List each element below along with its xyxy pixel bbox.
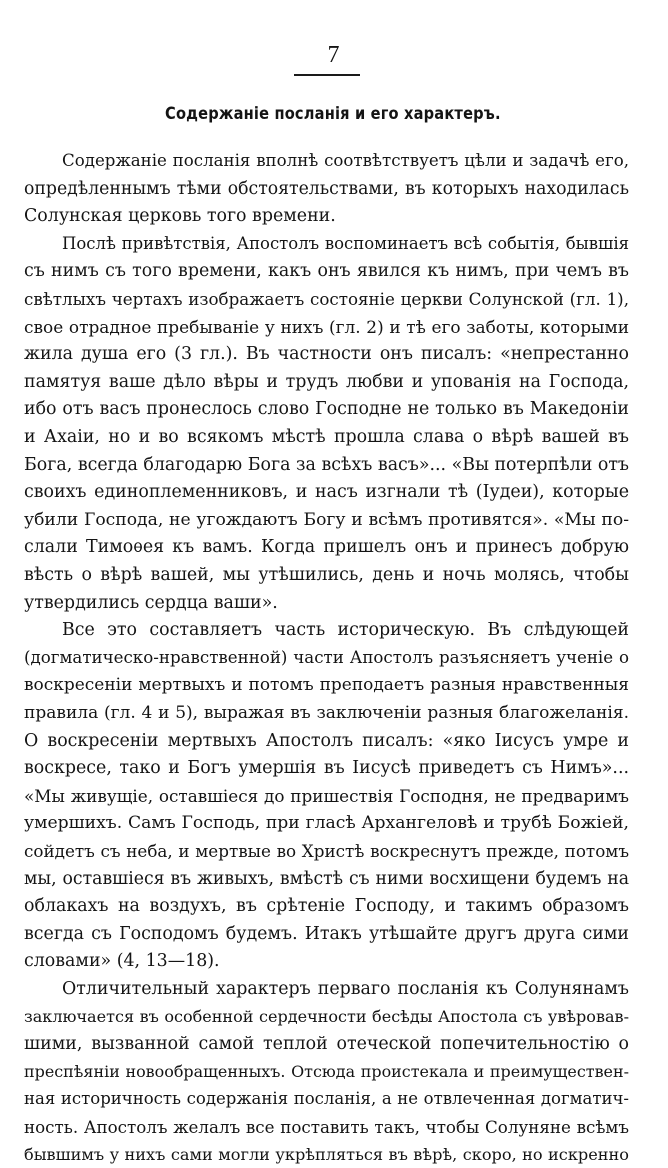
text-line: утвердились сердца ваши». — [24, 592, 278, 613]
text-line: свѣтлыхъ чертахъ изображаетъ состояніе церкви Солунской (гл. 1), — [24, 289, 629, 309]
text-line: воскресеніи мертвыхъ и потомъ преподаетъ разныя нравственныя — [24, 675, 629, 696]
text-line: Бога, всегда благодарю Бога за всѣхъ васъ»... «Вы потерпѣли отъ — [24, 454, 629, 475]
text-line: облакахъ на воздухъ, въ срѣтеніе Господу, и такимъ образомъ — [24, 896, 629, 917]
page-number-rule — [294, 74, 360, 76]
text-line: слали Тимоѳея къ вамъ. Когда пришелъ онъ и принесъ добрую — [24, 537, 629, 558]
text-line: бывшимъ у нихъ сами могли укрѣпляться въ вѣрѣ, скоро, но искренно — [24, 1144, 629, 1164]
text-line: О воскресеніи мертвыхъ Апостолъ писалъ: «яко Іисусъ умре и — [24, 730, 629, 751]
text-line: убили Господа, не угождаютъ Богу и всѣмъ противятся». «Мы по- — [24, 509, 629, 530]
text-line: шими, вызванной самой теплой отеческой попечительностію о — [24, 1034, 629, 1055]
text-line: всегда съ Господомъ будемъ. Итакъ утѣшайте другъ друга сими — [24, 923, 629, 944]
text-line: ибо отъ васъ пронеслось слово Господне не только въ Македоніи — [24, 399, 629, 420]
text-line: съ нимъ съ того времени, какъ онъ явился къ нимъ, при чемъ въ — [24, 261, 629, 282]
text-line: правила (гл. 4 и 5), выражая въ заключеніи разныя благожеланія. — [24, 703, 629, 723]
text-line: словами» (4, 13—18). — [24, 951, 220, 972]
text-line: (догматическо-нравственной) части Апостолъ разъясняетъ ученіе о — [24, 647, 629, 667]
text-line: свое отрадное пребываніе у нихъ (гл. 2) и тѣ его заботы, которыми — [24, 316, 629, 337]
text-line: воскресе, тако и Богъ умершія въ Іисусѣ приведетъ съ Нимъ»... — [24, 758, 629, 779]
text-line: памятуя ваше дѣло вѣры и трудъ любви и упованія на Господа, — [24, 371, 629, 392]
page-number: 7 — [327, 42, 341, 68]
text-line: ность. Апостолъ желалъ все поставить такъ, чтобы Солуняне всѣмъ — [24, 1117, 629, 1137]
text-line: вѣсть о вѣрѣ вашей, мы утѣшились, день и ночь молясь, чтобы — [24, 565, 629, 585]
text-line: умершихъ. Самъ Господь, при гласѣ Архангеловѣ и трубѣ Божіей, — [24, 813, 629, 834]
text-line: сойдетъ съ неба, и мертвые во Христѣ воскреснутъ прежде, потомъ — [24, 841, 629, 861]
text-line: Содержаніе посланія вполнѣ соотвѣтствуетъ цѣли и задачѣ его, — [62, 151, 629, 170]
text-line: Послѣ привѣтствія, Апостолъ воспоминаетъ всѣ событія, бывшія — [62, 233, 629, 253]
text-line: ная историчность содержанія посланія, а не отвлеченная догматич- — [24, 1089, 629, 1109]
text-line: мы, оставшіеся въ живыхъ, вмѣстѣ съ ними восхищени будемъ на — [24, 868, 629, 889]
text-line: Отличительный характеръ перваго посланія къ Солунянамъ — [62, 979, 629, 999]
text-line: Все это составляетъ часть историческую. Въ слѣдующей — [62, 620, 629, 641]
text-line: и Ахаіи, но и во всякомъ мѣстѣ прошла слава о вѣрѣ вашей въ — [24, 427, 629, 447]
text-line: опредѣленнымъ тѣми обстоятельствами, въ которыхъ находилась — [24, 178, 629, 199]
section-heading: Содержаніе посланія и его характеръ. — [165, 104, 501, 124]
text-line: жила душа его (3 гл.). Въ частности онъ писалъ: «непрестанно — [24, 344, 629, 365]
text-line: своихъ единоплеменниковъ, и насъ изгнали тѣ (Іудеи), которые — [24, 482, 629, 503]
text-line: преспѣяніи новообращенныхъ. Отсюда проистекала и преимуществен- — [24, 1061, 629, 1081]
text-line: Солунская церковь того времени. — [24, 206, 336, 227]
text-line: заключается въ особенной сердечности бесѣды Апостола съ увѣровав- — [24, 1006, 629, 1026]
text-line: «Мы живущіе, оставшіеся до пришествія Господня, не предваримъ — [24, 785, 629, 806]
